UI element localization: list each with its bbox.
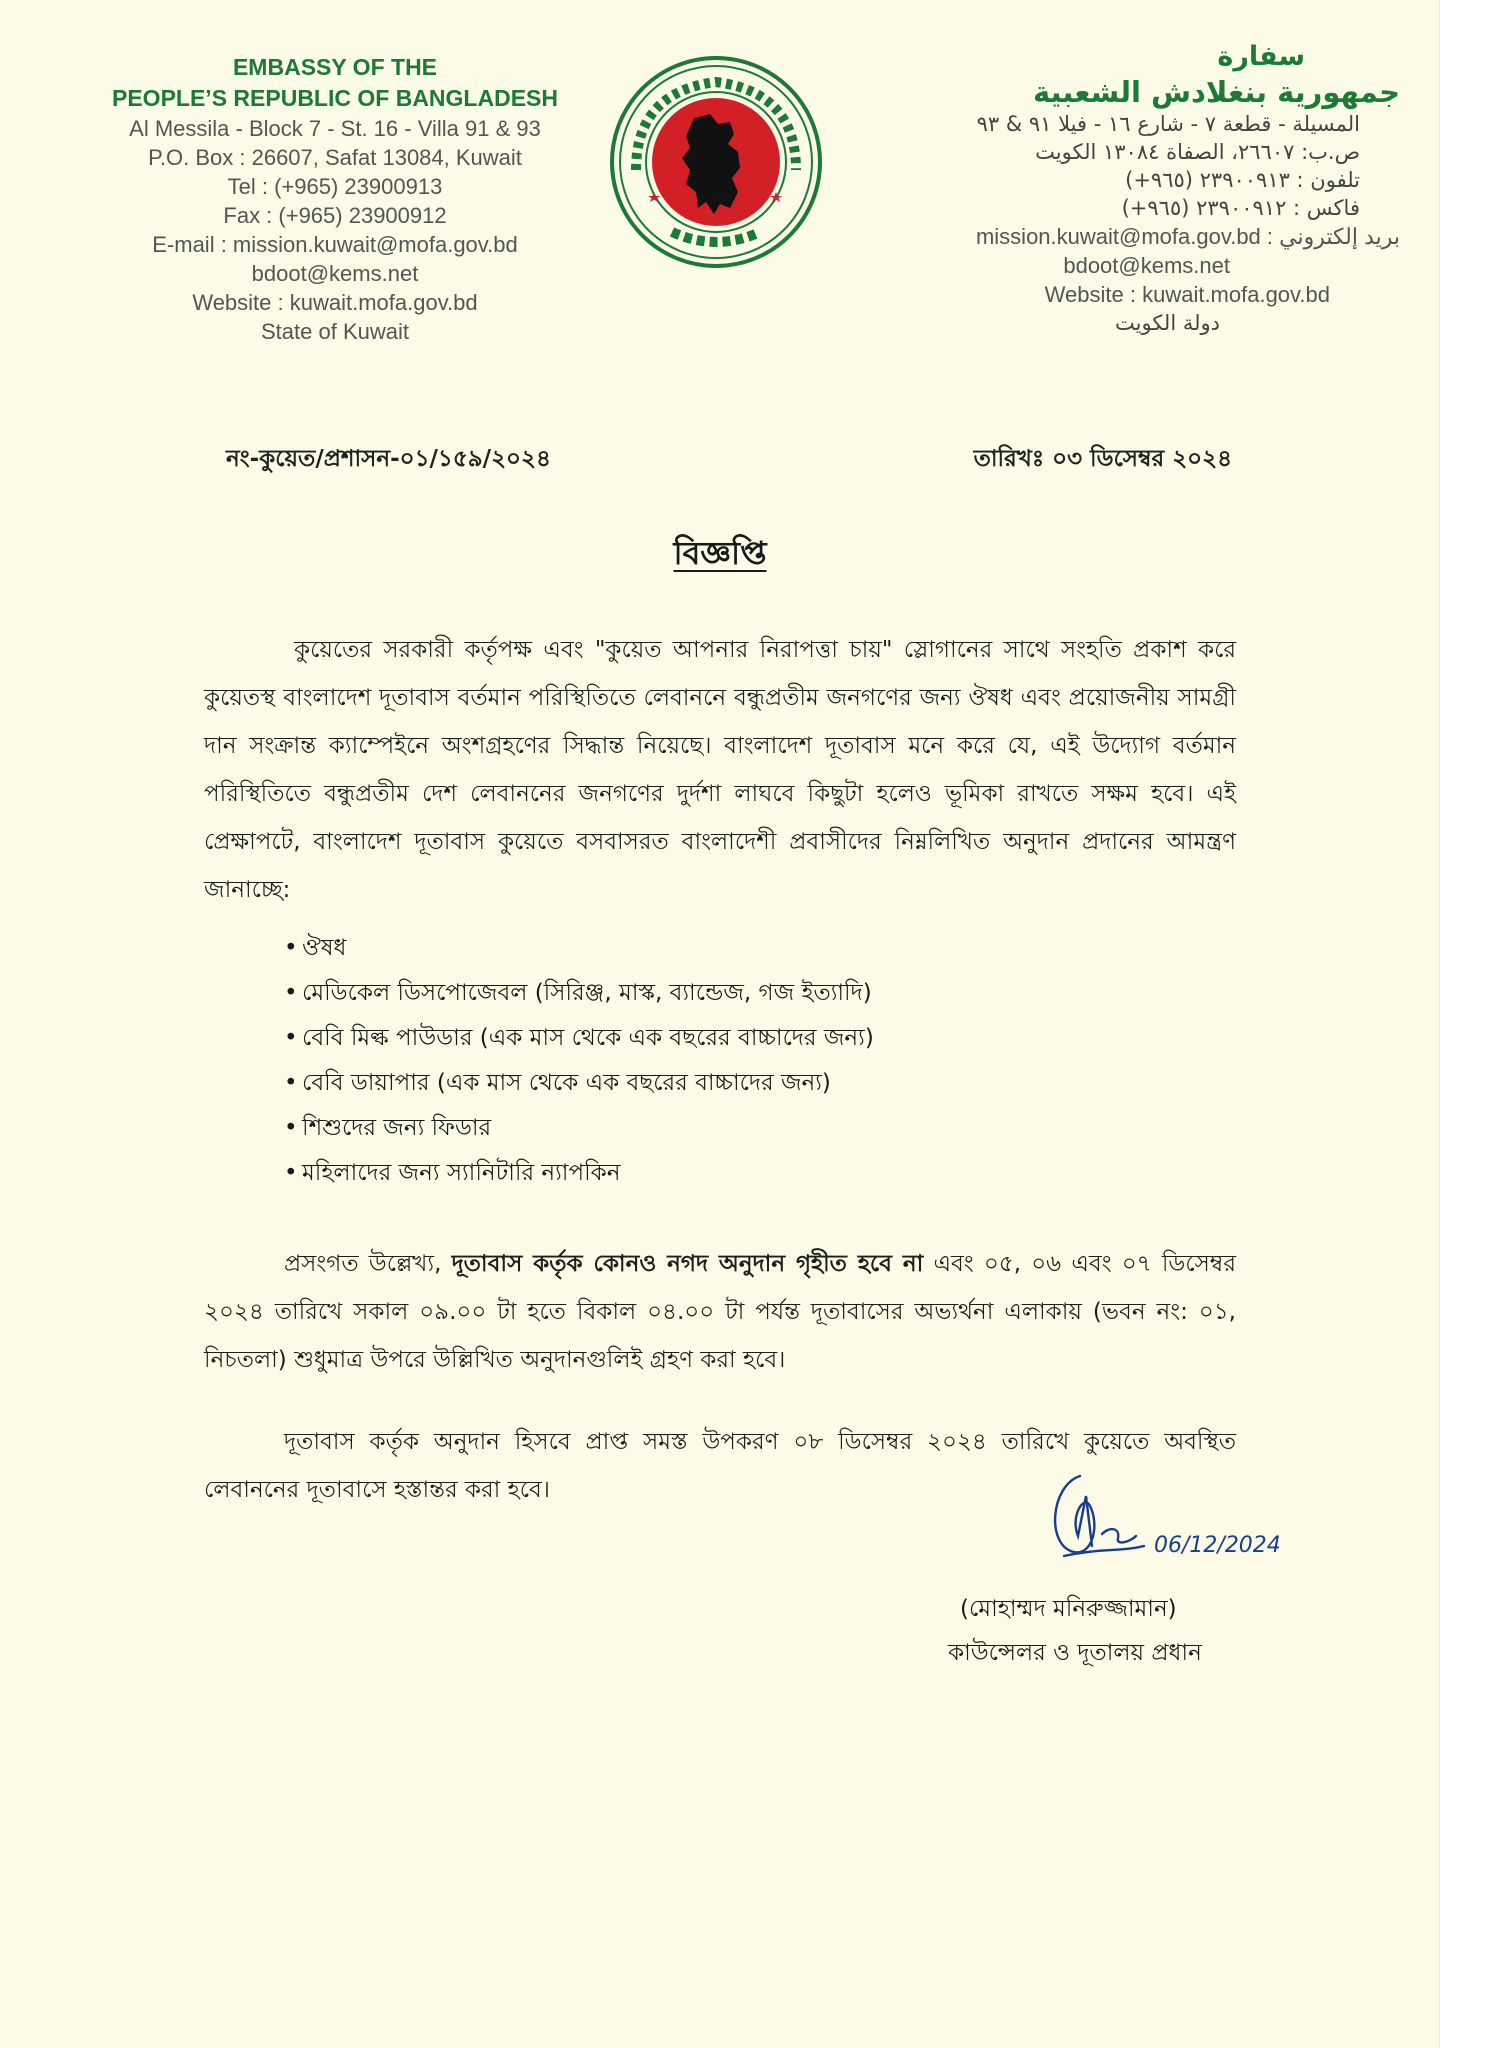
paragraph2-suffix: এবং ০৫, ০৬ এবং ০৭ ডিসেম্বর ২০২৪ তারিখে সকাল ০৯.০০ টা হতে বিকাল ০৪.০০ টা পর্যন্ত দূতাবাসের অভ্যর্থনা এলাকায় (ভবন নং: ০১, নিচতলা) শুধুমাত্র উপরে উল্লিখিত অনুদানগুলিই গ্রহণ করা হবে। [204,1251,1236,1373]
list-item-text: মেডিকেল ডিসপোজেবল (সিরিঞ্জ, মাস্ক, ব্যান্ডেজ, গজ ইত্যাদি) [302,980,872,1006]
website: Website : kuwait.mofa.gov.bd [192,290,478,315]
list-item [284,926,874,971]
signatory-title: কাউন্সেলর ও দূতালয় প্রধান [948,1640,1202,1666]
email-secondary: bdoot@kems.net [251,261,419,286]
list-item-text: ঔষধ [302,935,347,961]
reference-number: নং-কুয়েত/প্রশাসন-০১/১৫৯/২০২৪ [226,446,551,472]
address-line2: P.O. Box : 26607, Safat 13084, Kuwait [148,145,522,170]
bangladesh-government-seal-icon [606,52,826,272]
arabic-address-line1: المسيلة - قطعة ٧ - شارع ١٦ - فيلا ٩١ & ٩٣ [976,112,1360,136]
notice-title-text: বিজ্ঞপ্তি [673,534,767,572]
bullet-icon: • [284,1025,298,1051]
bullet-icon: • [284,1115,298,1141]
paragraph2-bold-notice: দূতাবাস কর্তৃক কোনও নগদ অনুদান গৃহীত হবে না [451,1251,924,1277]
list-item-text: মহিলাদের জন্য স্যানিটারি ন্যাপকিন [302,1160,621,1186]
list-item [284,1151,874,1196]
email-primary: E-mail : mission.kuwait@mofa.gov.bd [152,232,518,257]
paragraph-handover: দূতাবাস কর্তৃক অনুদান হিসবে প্রাপ্ত সমস্ত উপকরণ ০৮ ডিসেম্বর ২০২৪ তারিখে কুয়েতে অবস্থিত লেবাননের দূতাবাসে হস্তান্তর করা হবে। [204,1429,1236,1503]
bullet-icon: • [284,980,298,1006]
arabic-telephone: تلفون : ٢٣٩٠٠٩١٣ (٩٦٥+) [1125,168,1360,192]
arabic-fax: فاكس : ٢٣٩٠٠٩١٢ (٩٦٥+) [1121,196,1360,220]
state: State of Kuwait [261,319,409,344]
signatory-name: (মোহাম্মদ মনিরুজ্জামান) [960,1596,1177,1622]
arabic-embassy-line2: جمهورية بنغلادش الشعبية [1032,75,1400,109]
scan-edge [1439,0,1488,2048]
telephone: Tel : (+965) 23900913 [227,174,443,199]
arabic-email-secondary: bdoot@kems.net [1063,253,1230,278]
arabic-website: Website : kuwait.mofa.gov.bd [1044,282,1330,307]
list-item-text: বেবি মিল্ক পাউডার (এক মাস থেকে এক বছরের বাচ্চাদের জন্য) [302,1025,874,1051]
header-english [40,52,630,346]
handwritten-signature-icon [1040,1456,1320,1576]
list-item-text: শিশুদের জন্য ফিডার [302,1115,492,1141]
embassy-name-line1: EMBASSY OF THE [232,54,438,80]
bullet-icon: • [284,935,298,961]
bullet-icon: • [284,1070,298,1096]
arabic-state: دولة الكويت [1115,311,1220,335]
list-item [284,1106,874,1151]
arabic-email-primary: mission.kuwait@mofa.gov.bd : بريد إلكتروني [975,224,1400,249]
list-item [284,971,874,1016]
header-arabic [870,40,1400,337]
paragraph2-prefix: প্রসংগত উল্লেখ্য, [284,1251,452,1277]
embassy-name-line2: PEOPLE’S REPUBLIC OF BANGLADESH [112,85,558,111]
fax: Fax : (+965) 23900912 [223,203,447,228]
paragraph-collection-details [204,1240,1236,1384]
arabic-address-line2: ص.ب: ٢٦٦٠٧، الصفاة ١٣٠٨٤ الكويت [1035,140,1360,164]
bullet-icon: • [284,1160,298,1186]
address-line1: Al Messila - Block 7 - St. 16 - Villa 91 & 93 [129,116,541,141]
list-item [284,1061,874,1106]
list-item-text: বেবি ডায়াপার (এক মাস থেকে এক বছরের বাচ্চাদের জন্য) [302,1070,831,1096]
signature-date: 06/12/2024 [1154,1533,1281,1558]
document-date: তারিখঃ ০৩ ডিসেম্বর ২০২৪ [973,446,1232,472]
list-item [284,1016,874,1061]
arabic-embassy-line1: سفارة [1217,41,1305,72]
donation-item-list [284,926,874,1196]
paragraph-intro: কুয়েতের সরকারী কর্তৃপক্ষ এবং "কুয়েত আপনার নিরাপত্তা চায়" স্লোগানের সাথে সংহতি প্রকাশ করে কুয়েতস্থ বাংলাদেশ দূতাবাস বর্তমান পরিস্থিতিতে লেবাননে বন্ধুপ্রতীম জনগণের জন্য ঔষধ এবং প্রয়োজনীয় সামগ্রী দান সংক্রান্ত ক্যাম্পেইনে অংশগ্রহণের সিদ্ধান্ত নিয়েছে। বাংলাদেশ দূতাবাস মনে করে যে, এই উদ্যোগ বর্তমান পরিস্থিতিতে বন্ধুপ্রতীম দেশ লেবাননের জনগণের দুর্দশা লাঘবে কিছুটা হলেও ভূমিকা রাখতে সক্ষম হবে। এই প্রেক্ষাপটে, বাংলাদেশ দূতাবাস কুয়েতে বসবাসরত বাংলাদেশী প্রবাসীদের নিম্নলিখিত অনুদান প্রদানের আমন্ত্রণ জানাচ্ছে: [204,637,1236,903]
notice-title [0,528,1440,582]
